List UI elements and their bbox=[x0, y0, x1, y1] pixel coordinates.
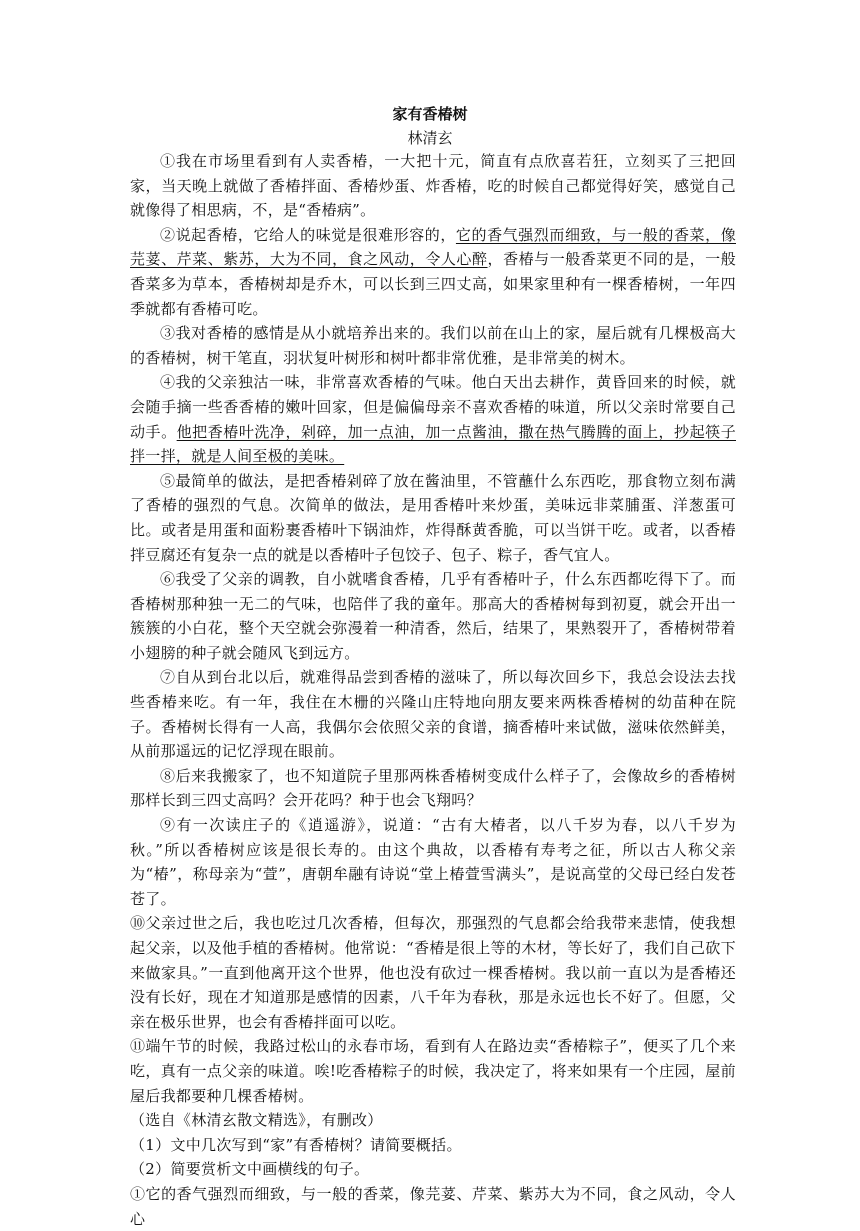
paragraph-10: ⑩父亲过世之后，我也吃过几次香椿，但每次，那强烈的气息都会给我带来悲情，使我想起父亲，以及他手植的香椿树。他常说：“香椿是很上等的木材，等长好了，我们自己砍下来做家具。”一直到他离开这个世界，他也没有砍过一棵香椿树。我以前一直以为是香椿还没有长好，现在才知道那是感情的因素，八千年为春秋，那是永远也长不好了。但愿，父亲在极乐世界，也会有香椿拌面可以吃。 bbox=[130, 914, 736, 1031]
paragraph-4-text-a: ④我的父亲独沽一味，非常喜欢香椿的气味。他白天出去耕作，黄昏回来的时候，就会随手摘一些香香椿的嫩叶回家，但是偏偏母亲不喜欢香椿的味道，所以父亲时常要自己动手。 bbox=[130, 373, 736, 441]
source-note: （选自《林清玄散文精选》，有删改） bbox=[130, 1111, 383, 1130]
paragraph-8: ⑧后来我搬家了，也不知道院子里那两株香椿树变成什么样子了，会像故乡的香椿树那样长到三四丈高吗？会开花吗？种于也会飞翔吗？ bbox=[130, 766, 736, 810]
article-title: 家有香椿树 bbox=[392, 105, 468, 123]
paragraph-4-underlined-sentence: 他把香椿叶洗净，剁碎，加一点油，加一点酱油，撒在热气腾腾的面上，抄起筷子拌一拌，就是人间至极的美味。 bbox=[130, 422, 736, 466]
question-1: （1）文中几次写到“家”有香椿树？请简要概括。 bbox=[130, 1135, 462, 1154]
paragraph-2-underlined-sentence: 它的香气强烈而细致，与一般的香菜，像芫荽、芹菜、紫苏，大为不同，食之风动，令人心醉 bbox=[130, 225, 736, 269]
article-body bbox=[130, 149, 736, 1231]
article-author: 林清玄 bbox=[407, 129, 453, 147]
paragraph-5: ⑤最简单的做法，是把香椿剁碎了放在酱油里，不管蘸什么东西吃，那食物立刻布满了香椿的强烈的气息。次简单的做法，是用香椿叶来炒蛋，美味远非菜脯蛋、洋葱蛋可比。或者是用蛋和面粉裹香椿叶下锅油炸，炸得酥黄香脆，可以当饼干吃。或者，以香椿拌豆腐还有复杂一点的就是以香椿叶子包饺子、包子、粽子，香气宜人。 bbox=[130, 471, 736, 564]
paragraph-2-text-a: ②说起香椿，它给人的味觉是很难形容的， bbox=[160, 225, 456, 244]
paragraph-11: ⑪端午节的时候，我路过松山的永春市场，看到有人在路边卖“香椿粽子”，便买了几个来吃，真有一点父亲的味道。唉!吃香椿粽子的时候，我决定了，将来如果有一个庄园，屋前屋后我都要种几棵香椿树。 bbox=[130, 1037, 736, 1105]
paragraph-2-text-b: ，香椿与一般香菜更不同的是，一般香菜多为草本，香椿树却是乔木，可以长到三四丈高，如果家里种有一棵香椿树，一年四季就都有香椿可吃。 bbox=[130, 250, 736, 318]
paragraph-2 bbox=[130, 223, 736, 321]
question-2: （2）简要赏析文中画横线的句子。 bbox=[130, 1160, 370, 1179]
paragraph-1: ①我在市场里看到有人卖香椿，一大把十元，简直有点欣喜若狂，立刻买了三把回家，当天晚上就做了香椿拌面、香椿炒蛋、炸香椿，吃的时候自己都觉得好笑，感觉自己就像得了相思病，不，是“香椿病”。 bbox=[130, 152, 736, 220]
paragraph-6: ⑥我受了父亲的调教，自小就嗜食香椿，几乎有香椿叶子，什么东西都吃得下了。而香椿树那种独一无二的气味，也陪伴了我的童年。那高大的香椿树每到初夏，就会开出一簇簇的小白花，整个天空就会弥漫着一种清香，然后，结果了，果熟裂开了，香椿树带着小翅膀的种子就会随风飞到远方。 bbox=[130, 570, 736, 662]
paragraph-9: ⑨有一次读庄子的《逍遥游》，说道：“古有大椿者，以八千岁为春，以八千岁为秋。”所以香椿树应该是很长寿的。由这个典故，以香椿有寿考之征，所以古人称父亲为“椿”，称母亲为“萱”，唐朝牟融有诗说“堂上椿萱雪满头”，是说高堂的父母已经白发苍苍了。 bbox=[130, 816, 736, 908]
paragraph-4 bbox=[130, 370, 736, 468]
question-2-item-1: ①它的香气强烈而细致，与一般的香菜，像芫荽、芹菜、紫苏大为不同，食之风动，令人心 bbox=[130, 1184, 736, 1228]
paragraph-7: ⑦自从到台北以后，就难得品尝到香椿的滋味了，所以每次回乡下，我总会设法去找些香椿来吃。有一年，我住在木栅的兴隆山庄特地向朋友要来两株香椿树的幼苗种在院子。香椿树长得有一人高，我偶尔会依照父亲的食谱，摘香椿叶来试做，滋味依然鲜美，从前那遥远的记忆浮现在眼前。 bbox=[130, 668, 736, 761]
paragraph-3: ③我对香椿的感情是从小就培养出来的。我们以前在山上的家，屋后就有几棵极高大的香椿树，树干笔直，羽状复叶树形和树叶都非常优雅，是非常美的树木。 bbox=[130, 324, 736, 367]
